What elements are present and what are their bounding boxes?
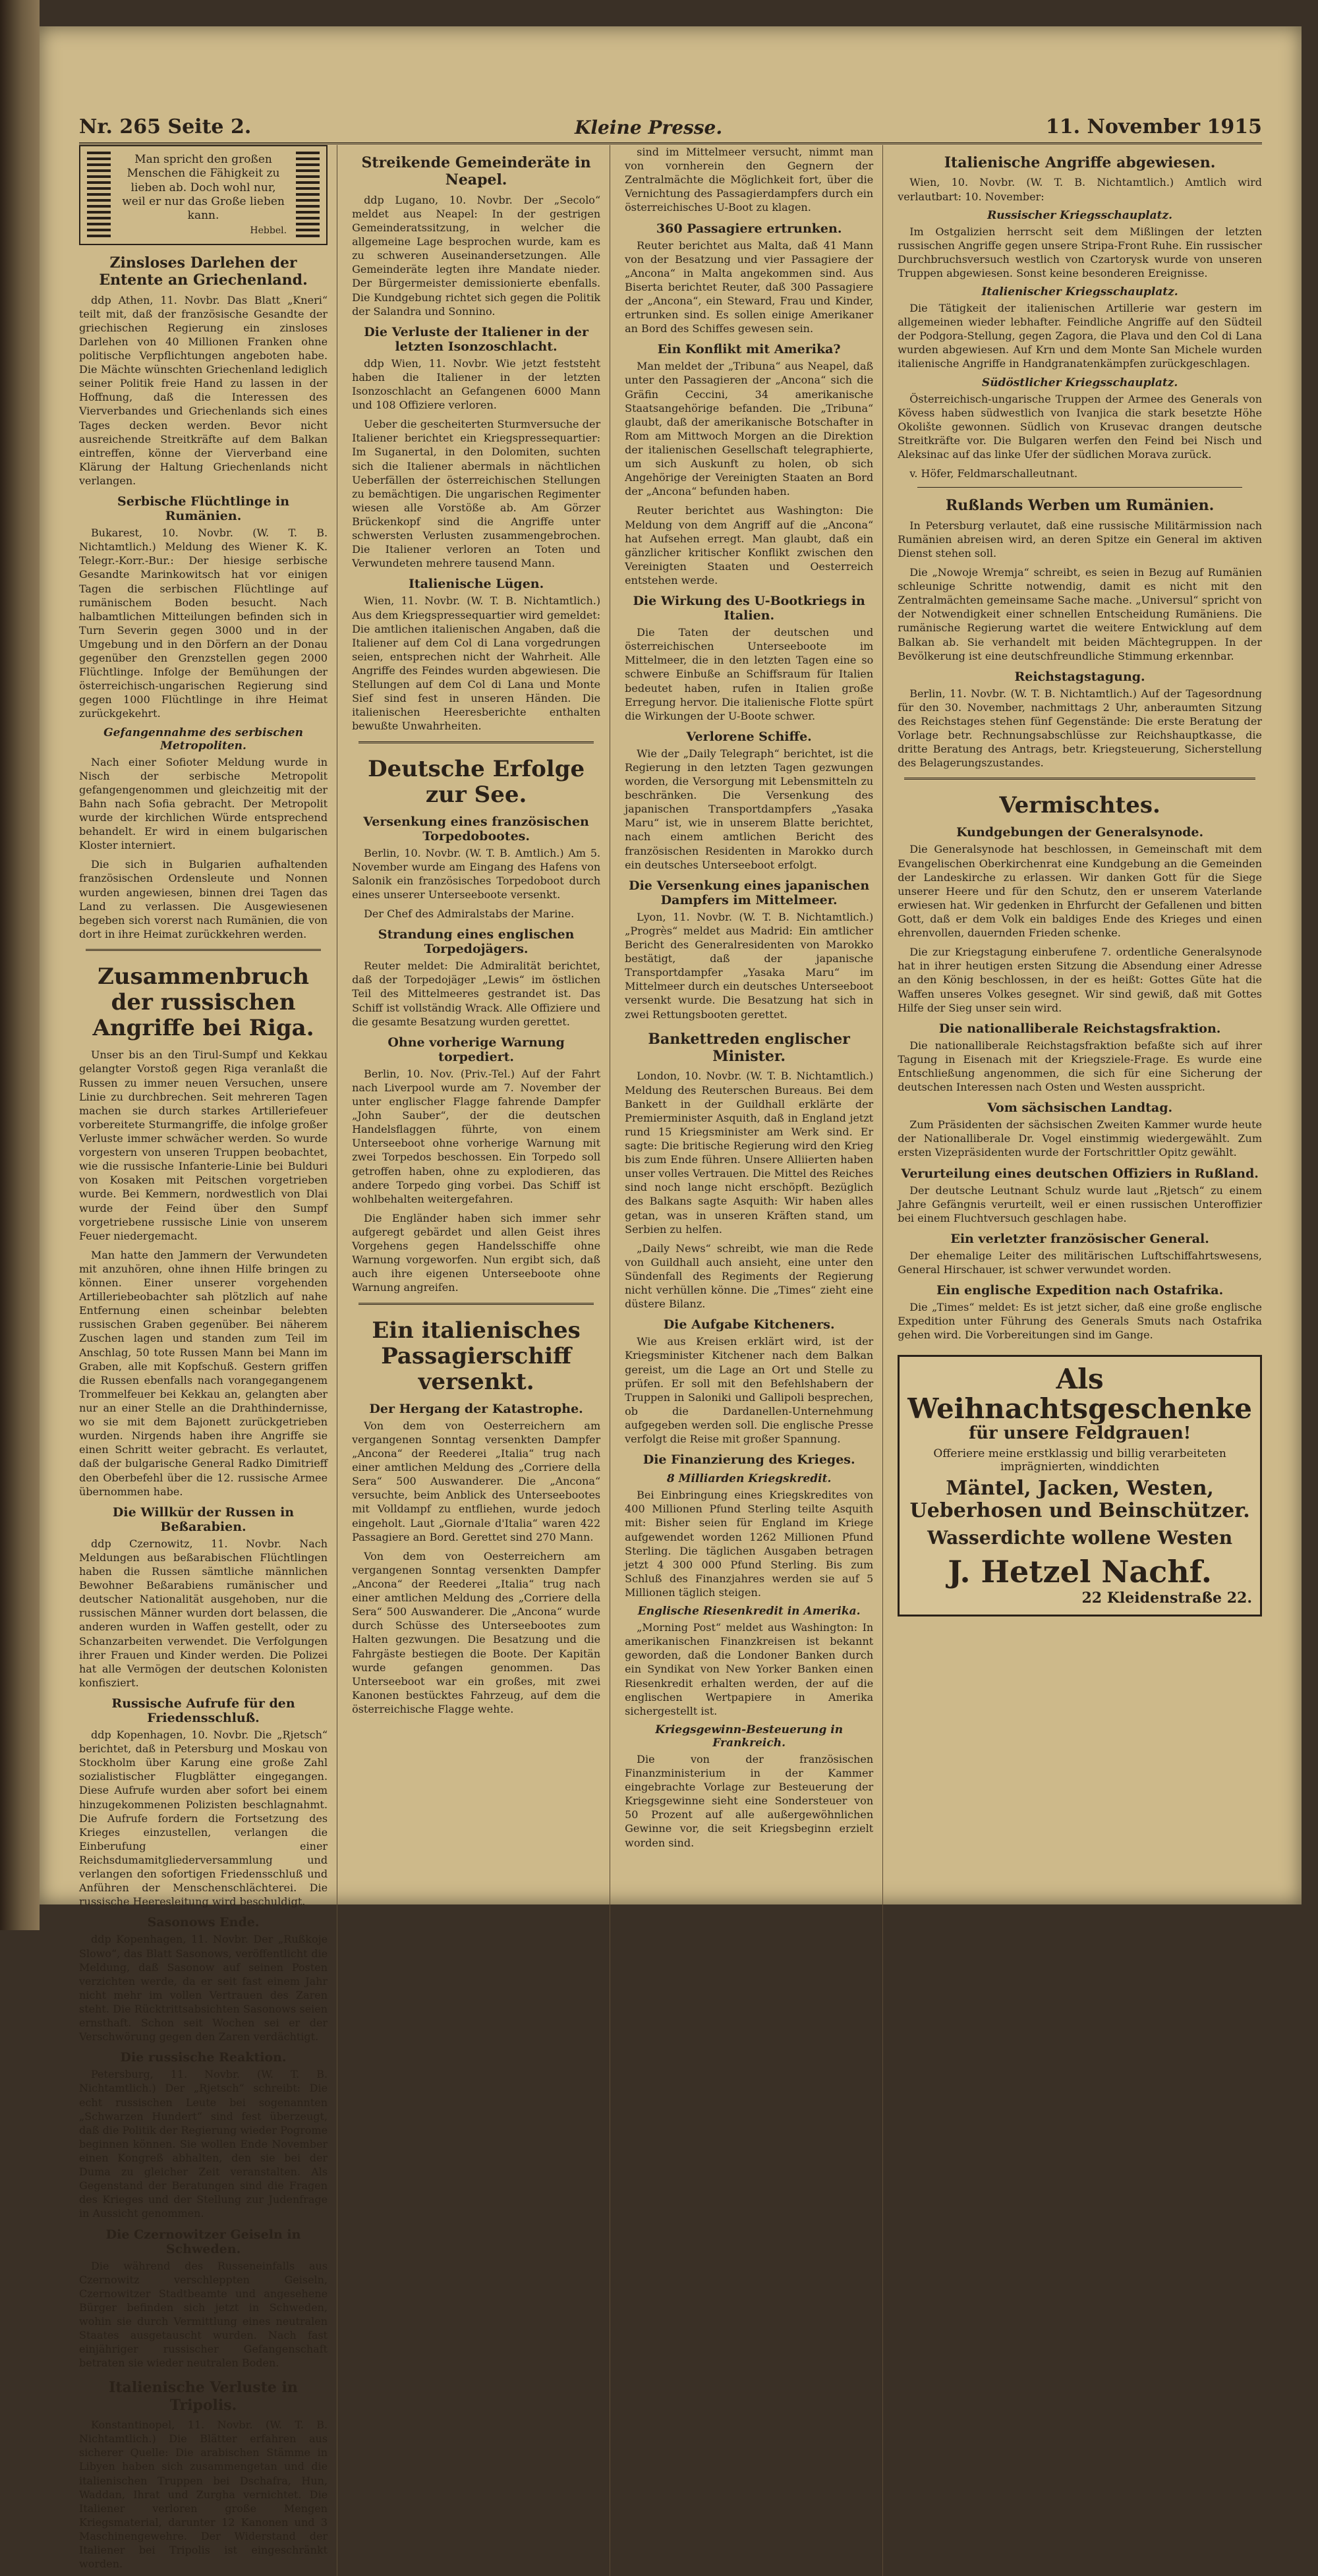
article-offizier: Der deutsche Leutnant Schulz wurde laut „Rjetsch“ zu einem Jahre Gefängnis verurteilt, weil er einen russischen Unteroffizier bei einem Fluchtversuch geschlagen habe. — [898, 1184, 1262, 1224]
article-columns — [79, 145, 1262, 2571]
issue-number: Nr. 265 Seite 2. — [79, 115, 252, 138]
motto-source: Hebbel. — [250, 225, 287, 237]
issue-date: 11. November 1915 — [1045, 115, 1262, 138]
article-frankreich: Die von der französischen Finanzministerium in der Kammer eingebrachte Vorlage zur Besteuerung der Kriegsgewinne sieht eine Sondersteuer von 50 Prozent auf alle außergewöhnlichen Gewinne vor, die seit Kriegsbeginn erzielt worden sind. — [625, 1752, 874, 1849]
headline-kitchener: Die Aufgabe Kitcheners. — [663, 1317, 835, 1332]
headline-general: Ein verletzter französischer General. — [950, 1231, 1209, 1246]
headline-japanisch: Die Versenkung eines japanischen Dampfers im Mittelmeer. — [629, 878, 870, 907]
headline-landtag: Vom sächsischen Landtag. — [987, 1101, 1173, 1116]
divider — [86, 949, 321, 951]
article-strandung: Reuter meldet: Die Admiralität berichtet, daß der Torpedojäger „Lewis“ im östlichen Teil des Mittelmeeres gestrandet ist. Das Schiff ist vollständig Wrack. Alle Offiziere und die gesamte Besatzung wurden gerettet. — [352, 959, 601, 1028]
article-konflikt-2: Reuter berichtet aus Washington: Die Meldung von dem Angriff auf die „Ancona“ hat Aufsehen erregt. Man glaubt, daß ein gänzlicher kritischer Konflikt zwischen den Vereinigten Staaten und Oesterreich entstehen werde. — [625, 504, 874, 587]
headline-friedensschluss: Russische Aufrufe für den Friedensschluß. — [111, 1696, 295, 1725]
article-passagiere: Reuter berichtet aus Malta, daß 41 Mann von der Besatzung und vier Passagiere der „Ancona“ in Malta angekommen sind. Aus Biserta berichtet Reuter, daß 300 Passagiere der „Ancona“, ein Steward, Frau und Kinder, ertrunken sind. Es sollen einige Amerikaner an Bord des Schiffes gewesen sein. — [625, 239, 874, 335]
divider — [358, 741, 594, 743]
headline-ostafrika: Ein englische Expedition nach Ostafrika. — [936, 1283, 1224, 1298]
article-milliarden: Bei Einbringung eines Kriegskredites von 400 Millionen Pfund Sterling teilte Asquith mit: Bisher seien für England im Kriege aufgewendet worden 1262 Millionen Pfund Sterling. Die täglichen Ausgaben betragen jetzt 4 300 000 Pfund Sterling. Bis zum Schluß des Finanzjahres werden sie auf 5 Millionen täglich steigen. — [625, 1489, 874, 1599]
column-4 — [898, 145, 1262, 2576]
advertisement-hetzel — [898, 1355, 1262, 1616]
ad-strong: Wasserdichte wollene Westen — [927, 1526, 1233, 1549]
divider — [904, 778, 1255, 780]
headline-italienisch: Italienischer Kriegsschauplatz. — [981, 285, 1178, 299]
article-warnung-2: Die Engländer haben sich immer sehr aufgeregt gebärdet und allen Geist ihres Vorgehens gegen Handelsschiffe ohne Warnung vorgeworfen. Nun ergibt sich, daß auch ihre eigenen Unterseeboote ohne Warnung angreifen. — [352, 1211, 601, 1294]
article-rumaenien-2: Die „Nowoje Wremja“ schreibt, es seien in Bezug auf Rumänien schleunige Schritte notwendig, damit es nicht mit den Zentralmächten gemeinsame Sache mache. „Universul“ spricht von der Notwendigkeit einer schnellen Entscheidung Rumäniens. Die rumänische Regierung wartet die weitere Entwicklung auf dem Balkan ab. Sie verhandelt mit beiden Mächtegruppen. In der Bevölkerung ist eine deutschfreundliche Stimmung erkennbar. — [898, 565, 1262, 662]
article-isonzo-2: Ueber die gescheiterten Sturmversuche der Italiener berichtet ein Kriegspressequartier: Im Suganertal, in den Dolomiten, suchten sich die Italiener abermals in nächtlichen Ueberfällen der österreichischen Stellungen zu bemächtigen. Die ungarischen Regimenter wiesen alle Vorstöße ab. Am Görzer Brückenkopf sind die Angriffe unter schwersten Verlusten zusammengebrochen. Die Italiener verloren an Toten und Verwundeten mehrere tausend Mann. — [352, 418, 601, 570]
headline-strandung: Strandung eines englischen Torpedojägers. — [378, 927, 575, 957]
ad-line-2: imprägnierten, winddichten — [1000, 1460, 1160, 1474]
headline-suedoestlich: Südöstlicher Kriegsschauplatz. — [981, 376, 1178, 389]
article-suedoestlich: Österreichisch-ungarische Truppen der Armee des Generals von Kövess haben südwestlich von Ivanjica die stark besetzte Höhe Okolište gewonnen. Südlich von Krusevac drangen deutsche Streitkräfte vor. Die Bulgaren werfen den Feind bei Nisch und Aleksinac auf das linke Ufer der südlichen Morava zurück. — [898, 392, 1262, 461]
masthead — [79, 92, 1262, 144]
article-general: Der ehemalige Leiter des militärischen Luftschiffahrtswesens, General Hirschauer, ist schwer verwundet worden. — [898, 1249, 1262, 1276]
paper-name: Kleine Presse. — [575, 117, 723, 138]
headline-verlorene: Verlorene Schiffe. — [686, 729, 812, 744]
article-luegen: Wien, 11. Novbr. (W. T. B. Nichtamtlich.) Aus dem Kriegspressequartier wird gemeldet: Die amtlichen italienischen Angaben, daß die Italiener auf dem Col di Lana vorgedrungen seien, entsprechen nicht der Wahrheit. Alle Angriffe des Feindes wurden abgewiesen. Die Stellungen auf dem Col di Lana und Monte Sief sind fest in unseren Händen. Die italienischen Heeresberichte enthalten bewußte Unwahrheiten. — [352, 594, 601, 733]
article-generalsynode-2: Die zur Kriegstagung einberufene 7. ordentliche Generalsynode hat in ihrer heutigen ersten Sitzung die Absendung einer Adresse an den König beschlossen, in der es heißt: Gottes Güte hat die Waffen unseres Volkes gesegnet. Wir sind gewiß, daß mit Gottes Hilfe der Sieg unser sein wird. — [898, 946, 1262, 1014]
article-angriffe: Wien, 10. Novbr. (W. T. B. Nichtamtlich.) Amtlich wird verlautbart: 10. November: — [898, 176, 1262, 203]
article-ubootkrieg: Die Taten der deutschen und österreichischen Unterseeboote im Mittelmeer, die in den letzten Tagen eine so schwere Einbuße an Schiffsraum für Italien bedeutet haben, rufen in Italien große Erregung hervor. Die italienische Flotte spürt die Wirkungen der U-Boote schwer. — [625, 626, 874, 722]
headline-luegen: Italienische Lügen. — [408, 577, 544, 592]
headline-offizier: Verurteilung eines deutschen Offiziers in Rußland. — [901, 1166, 1259, 1181]
article-torpedoboot: Berlin, 10. Novbr. (W. T. B. Amtlich.) Am 5. November wurde am Eingang des Hafens von Salonik ein französisches Torpedoboot durch eines unserer Unterseeboote versenkt. — [352, 846, 601, 902]
article-friedensschluss: ddp Kopenhagen, 10. Novbr. Die „Rjetsch“ berichtet, daß in Petersburg und Moskau von Stockholm über Karung eine große Zahl sozialistischer Flugblätter eingegangen. Diese Aufrufe wurden aber sofort bei einem hinzugekommenen Polizisten beschlagnahmt. Die Aufrufe fordern die Fortsetzung des Krieges einzustellen, verlangen die Einberufung einer Reichsdumamitgliederversammlung und verlangen den sofortigen Friedensschluß und Anführen der Menschenschlächterei. Die russische Heeresleitung wird beschuldigt. — [79, 1729, 328, 1908]
ad-subtitle: für unsere Feldgrauen! — [968, 1423, 1191, 1443]
article-italienisch: Die Tätigkeit der italienischen Artillerie war gestern im allgemeinen wieder lebhafter. Feindliche Angriffe auf den Südteil der Podgora-Stellung, gegen Zagora, die Plava und den Col di Lana wurden abgewiesen. Auf Krn und dem Monte San Michele wurden italienische Angriffe in Handgranatenkämpfen zurückgeschlagen. — [898, 302, 1262, 370]
headline-anleihe: Englische Riesenkredit in Amerika. — [637, 1605, 861, 1618]
article-reichspartei: Die nationalliberale Reichstagsfraktion befaßte sich auf ihrer Tagung in Eisenach mit der Kriegsziele-Frage. Es wurde eine Entschließung angenommen, die sich für eine Sicherung der deutschen Interessen nach Osten und Westen ausspricht. — [898, 1039, 1262, 1094]
article-willkuer: ddp Czernowitz, 11. Novbr. Nach Meldungen aus beßarabischen Flüchtlingen haben die Russen sämtliche männlichen Bewohner Beßarabiens rumänischer und deutscher Nationalität ausgehoben, nur die russischen Männer wurden dort belassen, die anderen wurden in Waffen gestellt, oder zu Schanzarbeiten verwendet. Die Verfolgungen ihrer Frauen und Kinder werden. Die Polizei hat alle Vermögen der deutschen Kolonisten konfisziert. — [79, 1537, 328, 1689]
headline-zinslos: Zinsloses Darlehen der Entente an Griechenland. — [99, 254, 308, 289]
article-reichstag: Berlin, 11. Novbr. (W. T. B. Nichtamtlich.) Auf der Tagesordnung für den 30. November, nachmittags 2 Uhr, anberaumten Sitzung des Reichstages stehen fünf Gegenstände: Die erste Beratung der Vorlage betr. Rechnungsabschlüsse zur Reichshauptkasse, die dritte Beratung des Antrags, betr. Kriegsteuerung, Sicherstellung des Belagerungszustandes. — [898, 687, 1262, 770]
article-tripolis: Konstantinopel, 11. Novbr. (W. T. B. Nichtamtlich.) Die Blätter erfahren aus sicherer Quelle: Die arabischen Stämme in Libyen haben sich zusammengetan und die italienischen Truppen bei Dschafra, Hun, Waddan, Ihrat und Zurgha vernichtet. Die Italiener verloren große Mengen Kriegsmaterial, darunter 12 Kanonen und 3 Maschinengewehre. Der Widerstand der Italiener bei Tripolis ist eingeschränkt worden. — [79, 2419, 328, 2571]
headline-konflikt: Ein Konflikt mit Amerika? — [657, 342, 841, 357]
headline-reaktion: Die russische Reaktion. — [120, 2050, 287, 2065]
article-landtag: Zum Präsidenten der sächsischen Zweiten Kammer wurde heute der Nationalliberale Dr. Vogel einstimmig wiedergewählt. Zum ersten Vizepräsidenten wurde der Fortschrittler Opitz gewählt. — [898, 1118, 1262, 1159]
headline-isonzo: Die Verluste der Italiener in der letzten Isonzoschlacht. — [364, 324, 588, 354]
article-gemeinderaete: ddp Lugano, 10. Novbr. Der „Secolo“ meldet aus Neapel: In der gestrigen Gemeinderatssitzung, in welcher die allgemeine Lage besprochen wurde, kam es zu schweren Auseinandersetzungen. Alle Gemeinderäte legten ihre Mandate nieder. Der Bürgermeister demissionierte ebenfalls. Die Kundgebung richtet sich gegen die Politik der Salandra und Sonnino. — [352, 193, 601, 318]
headline-tripolis: Italienische Verluste in Tripolis. — [109, 2379, 298, 2414]
motto-text: Man spricht den großen Menschen die Fähigkeit zu lieben ab. Doch wohl nur, weil er nur das Große lieben kann. — [122, 153, 285, 222]
article-russisch: Im Ostgalizien herrscht seit dem Mißlingen der letzten russischen Angriffe gegen unsere Stripa-Front Ruhe. Ein russischer Durchbruchsversuch westlich von Czartorysk wurde von unseren Truppen abgewiesen. Sonst keine besonderen Ereignisse. — [898, 225, 1262, 279]
article-reaktion: Petersburg, 11. Novbr. (W. T. B. Nichtamtlich.) Der „Rjetsch“ schreibt: Die echt russischen Leute bei sogenannten „Schwarzen Hundert“ sind fest überzeugt, daß die Politik der Regierung wieder Pogrome beginnen können. Sie wollen Ende November einen Kongreß abhalten, den sie bei der Duma zu gleicher Zeit veranstalten. Als Gegenstand der Beratungen sind die Fragen des Krieges und der Stellung zur Judenfrage in Aussicht genommen. — [79, 2068, 328, 2220]
headline-reichstag: Reichstagstagung. — [1014, 669, 1145, 684]
headline-hergang: Der Hergang der Katastrophe. — [369, 1401, 583, 1416]
article-marine: Der Chef des Admiralstabs der Marine. — [364, 907, 575, 921]
article-intro: sind im Mittelmeer versucht, nimmt man von vornherein den Gegnern der Zentralmächte die Möglichkeit fort, über die Vernichtung des Passagierdampfers durch ein österreichisches U-Boot zu klagen. — [625, 146, 874, 214]
article-hergang-2: Von dem von Oesterreichern am vergangenen Sonntag versenkten Dampfer „Ancona“ der Reederei „Italia“ trug nach einer amtlichen Meldung des „Corriere della Sera“ 500 Auswanderer. Die „Ancona“ wurde durch Schüsse des Unterseebootes zum Halten gezwungen. Die Besatzung und die Fahrgäste bestiegen die Boote. Der Kapitän wurde gefangen genommen. Das Unterseeboot war ein großes, mit zwei Kanonen bestücktes Fahrzeug, auf dem die österreichische Flagge wehte. — [352, 1549, 601, 1715]
headline-reichspartei: Die nationalliberale Reichstagsfraktion. — [938, 1021, 1221, 1036]
headline-geiseln: Die Czernowitzer Geiseln in Schweden. — [105, 2227, 301, 2256]
headline-willkuer: Die Willkür der Russen in Beßarabien. — [112, 1504, 295, 1534]
headline-angriffe: Italienische Angriffe abgewiesen. — [944, 154, 1216, 171]
headline-see: Deutsche Erfolge zur See. — [368, 755, 585, 808]
headline-passagiere: 360 Passagiere ertrunken. — [656, 221, 842, 236]
article-riga-1: Unser bis an den Tirul-Sumpf und Kekkau gelangter Vorstoß gegen Riga veranlaßt die Russen zu immer neuen Versuchen, unsere Linie zu durchbrechen. Seit mehreren Tagen machen sie durch starkes Artilleriefeuer vorbereitete Sturmangriffe, die infolge großer Verluste immer schwächer werden. So wurde vorgestern von unseren Truppen beobachtet, wie die russische Infanterie-Linie bei Bulduri von Kosaken mit Peitschen vorgetrieben wurde. Bei Kemmern, nordwestlich von Dlai wurde der Feind über den Sumpf vorgetriebene russische Linie von unserem Feuer niedergemacht. — [79, 1048, 328, 1242]
article-konflikt: Man meldet der „Tribuna“ aus Neapel, daß unter den Passagieren der „Ancona“ sich die Gräfin Ceccini, 34 amerikanische Staatsangehörige befanden. Die „Tribuna“ glaubt, daß der amerikanische Botschafter in Rom am Mittwoch Morgen an die Direktion der italienischen Gesellschaft telegraphierte, um sich Auskunft zu holen, ob sich Angehörige der Vereinigten Staaten an Bord der „Ancona“ befunden haben. — [625, 360, 874, 498]
article-metropolit: Nach einer Sofioter Meldung wurde in Nisch der serbische Metropolit gefangengenommen und gleichzeitig mit der Bahn nach Sofia gebracht. Der Metropolit wurde der kirchlichen Würde entsprechend behandelt. Er wird in einem bulgarischen Kloster interniert. — [79, 755, 328, 852]
article-ostafrika: Die „Times“ meldet: Es ist jetzt sicher, daß eine große englische Expedition unter Führung des Generals Smuts nach Ostafrika gehen wird. Die Vorbereitungen sind im Gange. — [898, 1301, 1262, 1342]
ad-firm-name: J. Hetzel Nachf. — [948, 1553, 1212, 1589]
article-isonzo-1: ddp Wien, 11. Novbr. Wie jetzt feststeht haben die Italiener in der letzten Isonzoschlacht an Gefangenen 6000 Mann und 108 Offiziere verloren. — [352, 357, 601, 412]
headline-russisch: Russischer Kriegsschauplatz. — [987, 208, 1173, 222]
motto-box — [79, 145, 328, 245]
ad-line-1: Offeriere meine erstklassig und billig verarbeiteten — [933, 1446, 1226, 1460]
headline-riga: Zusammenbruch der russischen Angriffe bei Riga. — [92, 963, 314, 1042]
headline-passagier: Ein italienisches Passagierschiff versenkt. — [372, 1317, 581, 1395]
headline-milliarden: 8 Milliarden Kriegskredit. — [666, 1472, 832, 1486]
article-riga-2: Man hatte den Jammern der Verwundeten mit anzuhören, ohne ihnen Hilfe bringen zu können. Einer unserer vorgehenden Artilleriebeobachter sah plötzlich auf nahe Entfernung einen scheinbar belebten russischen Graben gegenüber. Bei näherem Zuschen lagen und standen zum Teil im Anschlag, 50 tote Russen Mann bei Mann im Graben, alle mit Kopfschuß. Gestern griffen die Russen ebenfalls nach vorangegangenem Trommelfeuer bei Kekkau an, gelangten aber nur an einer Stelle an die Drahthindernisse, wo sie mit dem Bajonett zurückgetrieben wurden. Nirgends haben ihre Angriffe sie einen Schritt weiter gebracht. Es verlautet, daß der bulgarische General Radko Dimitrieff den Oberbefehl über die 12. russische Armee übernommen habe. — [79, 1248, 328, 1498]
article-minister-2: „Daily News“ schreibt, wie man die Rede von Guildhall auch ansieht, eine unter den Sündenfall des Regiments der Regierung nicht verhüllen könne. Die „Times“ zieht eine düstere Bilanz. — [625, 1242, 874, 1311]
article-hergang-1: Von dem von Oesterreichern am vergangenen Sonntag versenkten Dampfer „Ancona“ der Reederei „Italia“ trug nach einer amtlichen Meldung des „Corriere della Sera“ 500 Auswanderer. Die „Ancona“ versuchte, beim Anblick des Unterseebootes mit Volldampf zu entfliehen, wurde jedoch eingeholt. Laut „Giornale d'Italia“ waren 422 Passagiere an Bord. Gerettet sind 270 Mann. — [352, 1419, 601, 1543]
article-geiseln: Die während des Russeneinfalls aus Czernowitz verschleppten Geiseln, Czernowitzer Stadtbeamte und angesehene Bürger befinden sich jetzt in Schweden, wohin sie durch Vermittlung eines neutralen Staates ausgetauscht wurden. Nach fast einjähriger russischer Gefangenschaft betraten sie wieder neutralen Boden. — [79, 2259, 328, 2370]
headline-rumaenien: Rußlands Werben um Rumänien. — [945, 497, 1215, 515]
headline-fluechtlinge: Serbische Flüchtlinge in Rumänien. — [117, 494, 290, 524]
column-1 — [79, 145, 337, 2576]
headline-ubootkrieg: Die Wirkung des U-Bootkriegs in Italien. — [633, 594, 865, 623]
book-binding-edge — [0, 0, 40, 1930]
ad-items: Mäntel, Jacken, Westen, Ueberhosen und Beinschützer. — [909, 1476, 1250, 1523]
article-minister: London, 10. Novbr. (W. T. B. Nichtamtlich.) Meldung des Reuterschen Bureaus. Bei dem Bankett in der Guildhall erklärte der Premierminister Asquith, daß in England jetzt rund 15 Kriegsminister am Werk sind. Er sagte: Die britische Regierung wird den Krieg bis zum Ende führen. Unsere Alliierten haben unser volles Vertrauen. Die Mittel des Reiches sind noch lange nicht erschöpft. Bezüglich des Balkans sagte Asquith: Wir haben alles getan, was in unseren Kräften stand, um Serbien zu helfen. — [625, 1070, 874, 1236]
ad-address: 22 Kleidenstraße 22. — [1081, 1589, 1252, 1607]
divider — [917, 487, 1242, 488]
article-hoefer: v. Höfer, Feldmarschalleutnant. — [909, 467, 1078, 480]
headline-minister: Bankettreden englischer Minister. — [648, 1030, 850, 1066]
ad-title: Als Weihnachtsgeschenke — [907, 1363, 1252, 1425]
newspaper-page — [40, 26, 1302, 2571]
article-zinslos: ddp Athen, 11. Novbr. Das Blatt „Kneri“ teilt mit, daß der französische Gesandte der griechischen Regierung ein zinsloses Darlehen von 40 Millionen Franken ohne politische Verpflichtungen angeboten habe. Die Mächte wünschten Griechenland lediglich seiner Politik freie Hand zu lassen in der Hoffnung, daß die Interessen des Vierverbandes und Griechenlands sich eines Tages decken werden. Bevor nicht ausreichende Streitkräfte auf dem Balkan eintreffen, könne der Vierverband eine Klärung der Haltung Griechenlands nicht verlangen. — [79, 293, 328, 487]
article-verlorene: Wie der „Daily Telegraph“ berichtet, ist die Regierung in den letzten Tagen gezwungen worden, die Versorgung mit Lebensmitteln zu beschränken. Die Versenkung des japanischen Transportdampfers „Yasaka Maru“ ist, wie in unserem Blatte berichtet, nach einem amtlichen Bericht des französischen Residenten in Marokko durch ein deutsches Unterseeboot erfolgt. — [625, 747, 874, 871]
column-2 — [352, 145, 610, 2576]
headline-gemeinderaete: Streikende Gemeinderäte in Neapel. — [361, 154, 591, 189]
article-rumaenien-1: In Petersburg verlautet, daß eine russische Militärmission nach Rumänien abreisen wird, an deren Spitze ein General im aktiven Dienst stehen soll. — [898, 519, 1262, 559]
article-kitchener: Wie aus Kreisen erklärt wird, ist der Kriegsminister Kitchener nach dem Balkan gereist, um die Lage an Ort und Stelle zu prüfen. Er soll mit den Befehlshabern der Truppen in Saloniki und Gallipoli besprechen, ob die Dardanellen-Unternehmung aufgegeben werden soll. Die englische Presse verfolgt die Reise mit großer Spannung. — [625, 1335, 874, 1446]
headline-frankreich: Kriegsgewinn-Besteuerung in Frankreich. — [655, 1723, 844, 1750]
headline-sasonow: Sasonows Ende. — [147, 1915, 260, 1930]
article-generalsynode: Die Generalsynode hat beschlossen, in Gemeinschaft mit dem Evangelischen Oberkirchenrat eine Kundgebung an die Gemeinden der Landeskirche zu erlassen. Wir danken Gott für die Siege unserer Heere und für den Schutz, den er unserem Vaterlande erwiesen hat. Wir gedenken in Ehrfurcht der Gefallenen und bitten Gott, daß er dem Volk ein baldiges Ende des Krieges und einen ehrenvollen, dauernden Frieden schenke. — [898, 843, 1262, 940]
article-sasonow: ddp Kopenhagen, 11. Novbr. Der „Rußkoje Slowo“, das Blatt Sasonows, veröffentlicht die Meldung, daß Sasonow auf seinen Posten verzichten werde, da er seit fast einem Jahr nicht mehr im vollen Vertrauen des Zaren steht. Die Rücktrittsabsichten Sasonows seien ernsthaft. Schon seit Wochen sei er der Verschwörung gegen den Zaren verdächtigt. — [79, 1933, 328, 2044]
headline-finanzierung: Die Finanzierung des Krieges. — [643, 1452, 855, 1468]
article-fluechtlinge: Bukarest, 10. Novbr. (W. T. B. Nichtamtlich.) Meldung des Wiener K. K. Telegr.-Korr.-Bur.: Der hiesige serbische Gesandte Marinkowitsch hat vor einigen Tagen die serbischen Flüchtlinge auf rumänischem Boden besucht. Nach halbamtlichen Mitteilungen befinden sich in Turn Severin gegen 3000 und in der Umgebung und in den Dörfern an der Donau gegenüber den Grenzstellen gegen 2000 Flüchtlinge. Infolge der Bemühungen der österreichisch-ungarischen Regierung sind gegen 1000 Flüchtlinge in ihre Heimat zurückgekehrt. — [79, 527, 328, 720]
headline-metropolit: Gefangennahme des serbischen Metropoliten. — [103, 726, 303, 753]
headline-vermischtes: Vermischtes. — [999, 792, 1160, 819]
article-anleihe: „Morning Post“ meldet aus Washington: In amerikanischen Finanzkreisen ist bekannt geworden, daß die Londoner Banken durch ein Syndikat von New Yorker Banken einen Riesenkredit erhalten werden, der auf die englischen Wertpapiere in Amerika sichergestellt ist. — [625, 1621, 874, 1717]
column-3 — [625, 145, 883, 2576]
article-japanisch: Lyon, 11. Novbr. (W. T. B. Nichtamtlich.) „Progrès“ meldet aus Madrid: Ein amtlicher Bericht des Generalresidenten von Marokko bestätigt, daß der japanische Transportdampfer „Yasaka Maru“ im Mittelmeer durch ein deutsches Unterseeboot versenkt wurde. Die Besatzung hat sich in zwei Rettungsbooten gerettet. — [625, 910, 874, 1021]
headline-generalsynode: Kundgebungen der Generalsynode. — [956, 825, 1204, 840]
divider — [358, 1303, 594, 1305]
article-warnung-1: Berlin, 10. Nov. (Priv.-Tel.) Auf der Fahrt nach Liverpool wurde am 7. November der unter englischer Flagge fahrende Dampfer „John Sauber“, der die deutschen Handelsflaggen führte, von einem Unterseeboot ohne vorherige Warnung mit zwei Torpedos beschossen. Ein Torpedo soll getroffen haben, ohne zu explodieren, das andere Torpedo ging vorbei. Das Schiff ist wohlbehalten weitergefahren. — [352, 1067, 601, 1205]
article-bulgarien: Die sich in Bulgarien aufhaltenden französischen Ordensleute und Nonnen wurden angewiesen, binnen drei Tagen das Land zu verlassen. Die Ausgewiesenen begeben sich vorerst nach Rumänien, die von dort in ihre Heimat zurückkehren werden. — [79, 858, 328, 940]
headline-warnung: Ohne vorherige Warnung torpediert. — [387, 1035, 565, 1064]
headline-torpedoboot: Versenkung eines französischen Torpedobootes. — [363, 814, 589, 844]
